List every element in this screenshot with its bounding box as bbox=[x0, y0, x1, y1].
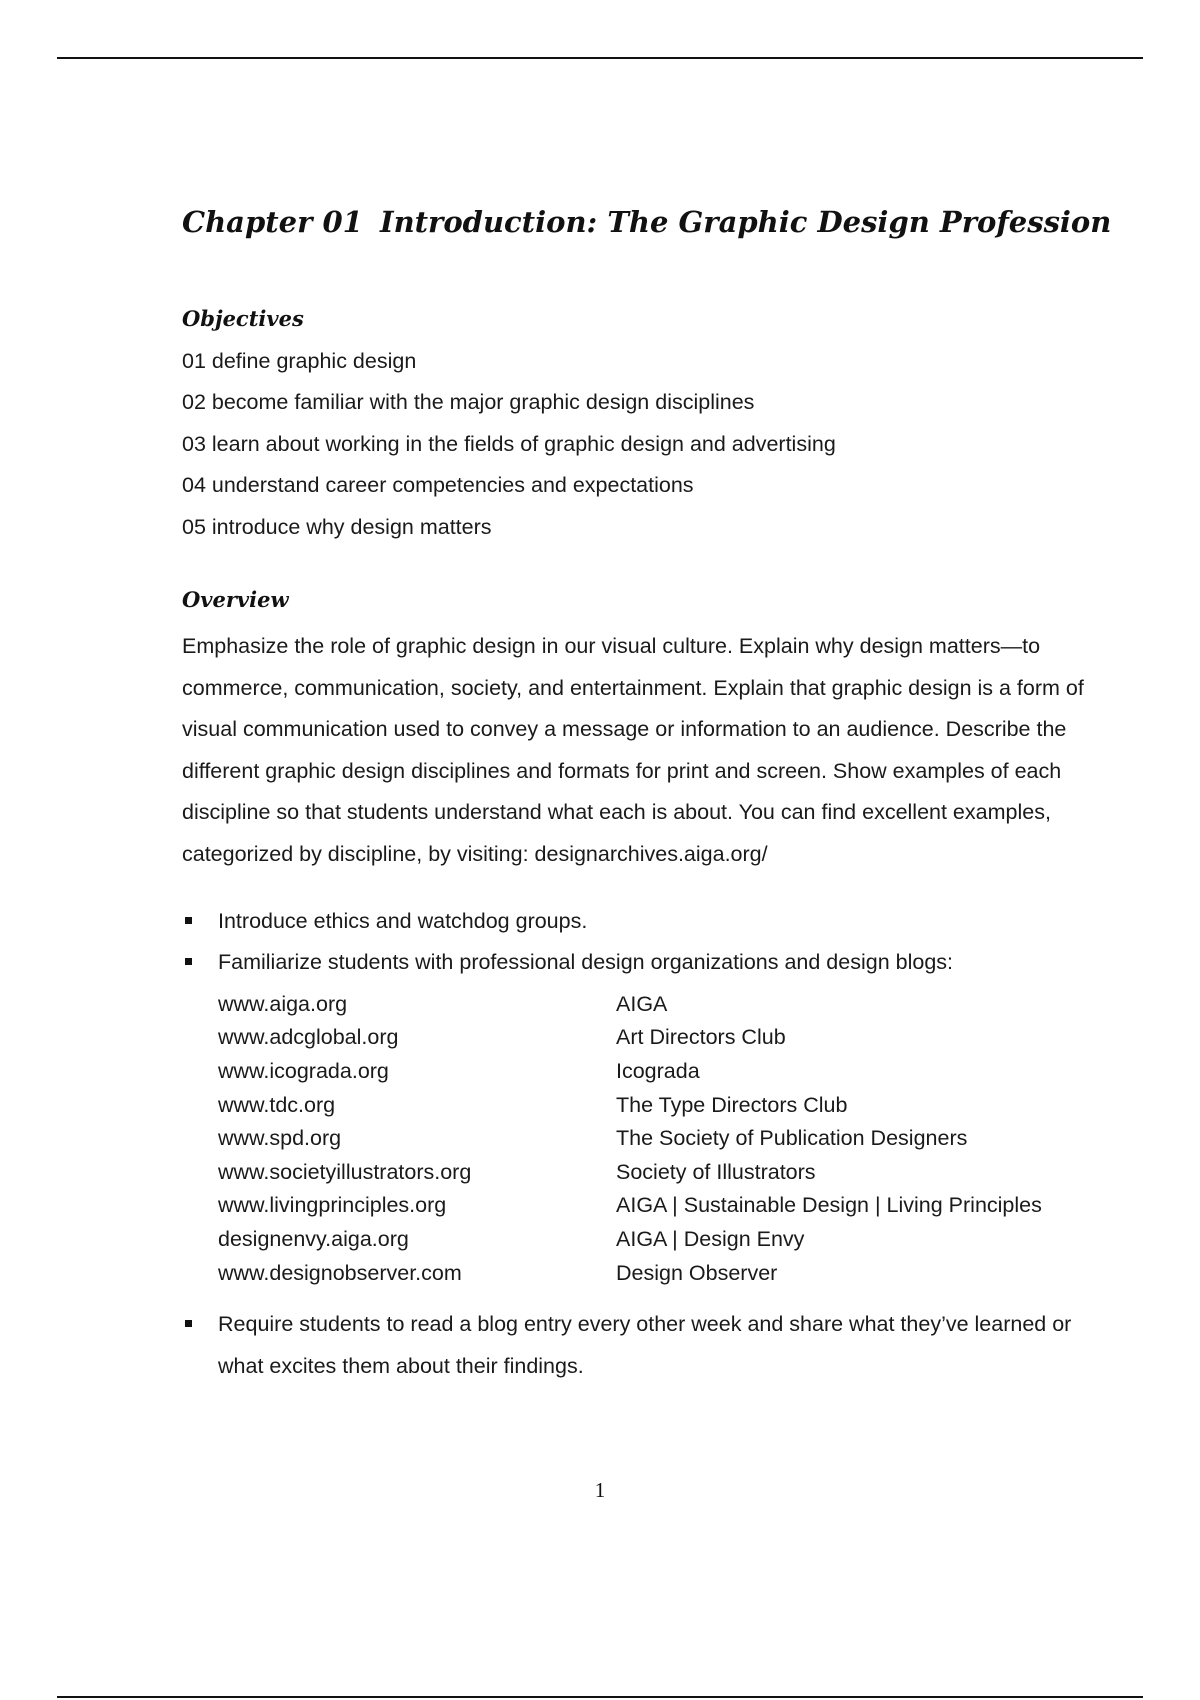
objective-item: 01 define graphic design bbox=[182, 349, 417, 373]
objective-item: 04 understand career competencies and expectations bbox=[182, 473, 694, 497]
organization-url[interactable]: www.societyillustrators.org bbox=[218, 1160, 472, 1184]
organization-name: The Type Directors Club bbox=[616, 1093, 848, 1117]
bullet-square-icon bbox=[185, 917, 192, 924]
objective-item: 02 become familiar with the major graphic design disciplines bbox=[182, 390, 755, 414]
objectives-heading: Objectives bbox=[182, 306, 304, 331]
organization-name: The Society of Publication Designers bbox=[616, 1126, 968, 1150]
chapter-title bbox=[182, 205, 1111, 239]
organization-name: AIGA | Design Envy bbox=[616, 1227, 805, 1251]
organization-url[interactable]: www.designobserver.com bbox=[218, 1261, 462, 1285]
chapter-name: Introduction: The Graphic Design Profession bbox=[380, 205, 1112, 239]
organization-name: Art Directors Club bbox=[616, 1025, 786, 1049]
organization-url[interactable]: www.adcglobal.org bbox=[218, 1025, 399, 1049]
organization-url[interactable]: www.icograda.org bbox=[218, 1059, 389, 1083]
bullet-square-icon bbox=[185, 958, 192, 965]
bottom-rule bbox=[57, 1696, 1143, 1698]
bullet-text: Familiarize students with professional design organizations and design blogs: bbox=[218, 950, 953, 974]
chapter-number: Chapter 01 bbox=[182, 205, 363, 239]
organization-url[interactable]: www.spd.org bbox=[218, 1126, 342, 1150]
organization-name: AIGA bbox=[616, 992, 668, 1016]
organization-name: Design Observer bbox=[616, 1261, 778, 1285]
organization-name: AIGA | Sustainable Design | Living Principles bbox=[616, 1193, 1042, 1217]
objective-item: 03 learn about working in the fields of graphic design and advertising bbox=[182, 432, 836, 456]
organization-url[interactable]: designenvy.aiga.org bbox=[218, 1227, 409, 1251]
bullet-text: Introduce ethics and watchdog groups. bbox=[218, 909, 588, 933]
organization-url[interactable]: www.aiga.org bbox=[218, 992, 348, 1016]
organization-url[interactable]: www.livingprinciples.org bbox=[218, 1193, 447, 1217]
bullet-text: Require students to read a blog entry every other week and share what they’ve learned or what excites them about their findings. bbox=[218, 1312, 1072, 1378]
objective-item: 05 introduce why design matters bbox=[182, 515, 492, 539]
bullet-square-icon bbox=[185, 1320, 192, 1327]
overview-heading: Overview bbox=[182, 587, 289, 612]
page-number: 1 bbox=[594, 1478, 606, 1502]
organization-name: Icograda bbox=[616, 1059, 700, 1083]
organization-url[interactable]: www.tdc.org bbox=[218, 1093, 336, 1117]
overview-paragraph: Emphasize the role of graphic design in our visual culture. Explain why design matters—to commerce, communication, society, and entertainment. Explain that graphic design is a form of visual communication used to convey a message or information to an audience. Describe the different graphic design disciplines and formats for print and screen. Show examples of each discipline so that students understand what each is about. You can find excellent examples, categorized by discipline, by visiting: designarchives.aiga.org/ bbox=[182, 634, 1084, 866]
top-rule bbox=[57, 57, 1143, 59]
organization-name: Society of Illustrators bbox=[616, 1160, 816, 1184]
